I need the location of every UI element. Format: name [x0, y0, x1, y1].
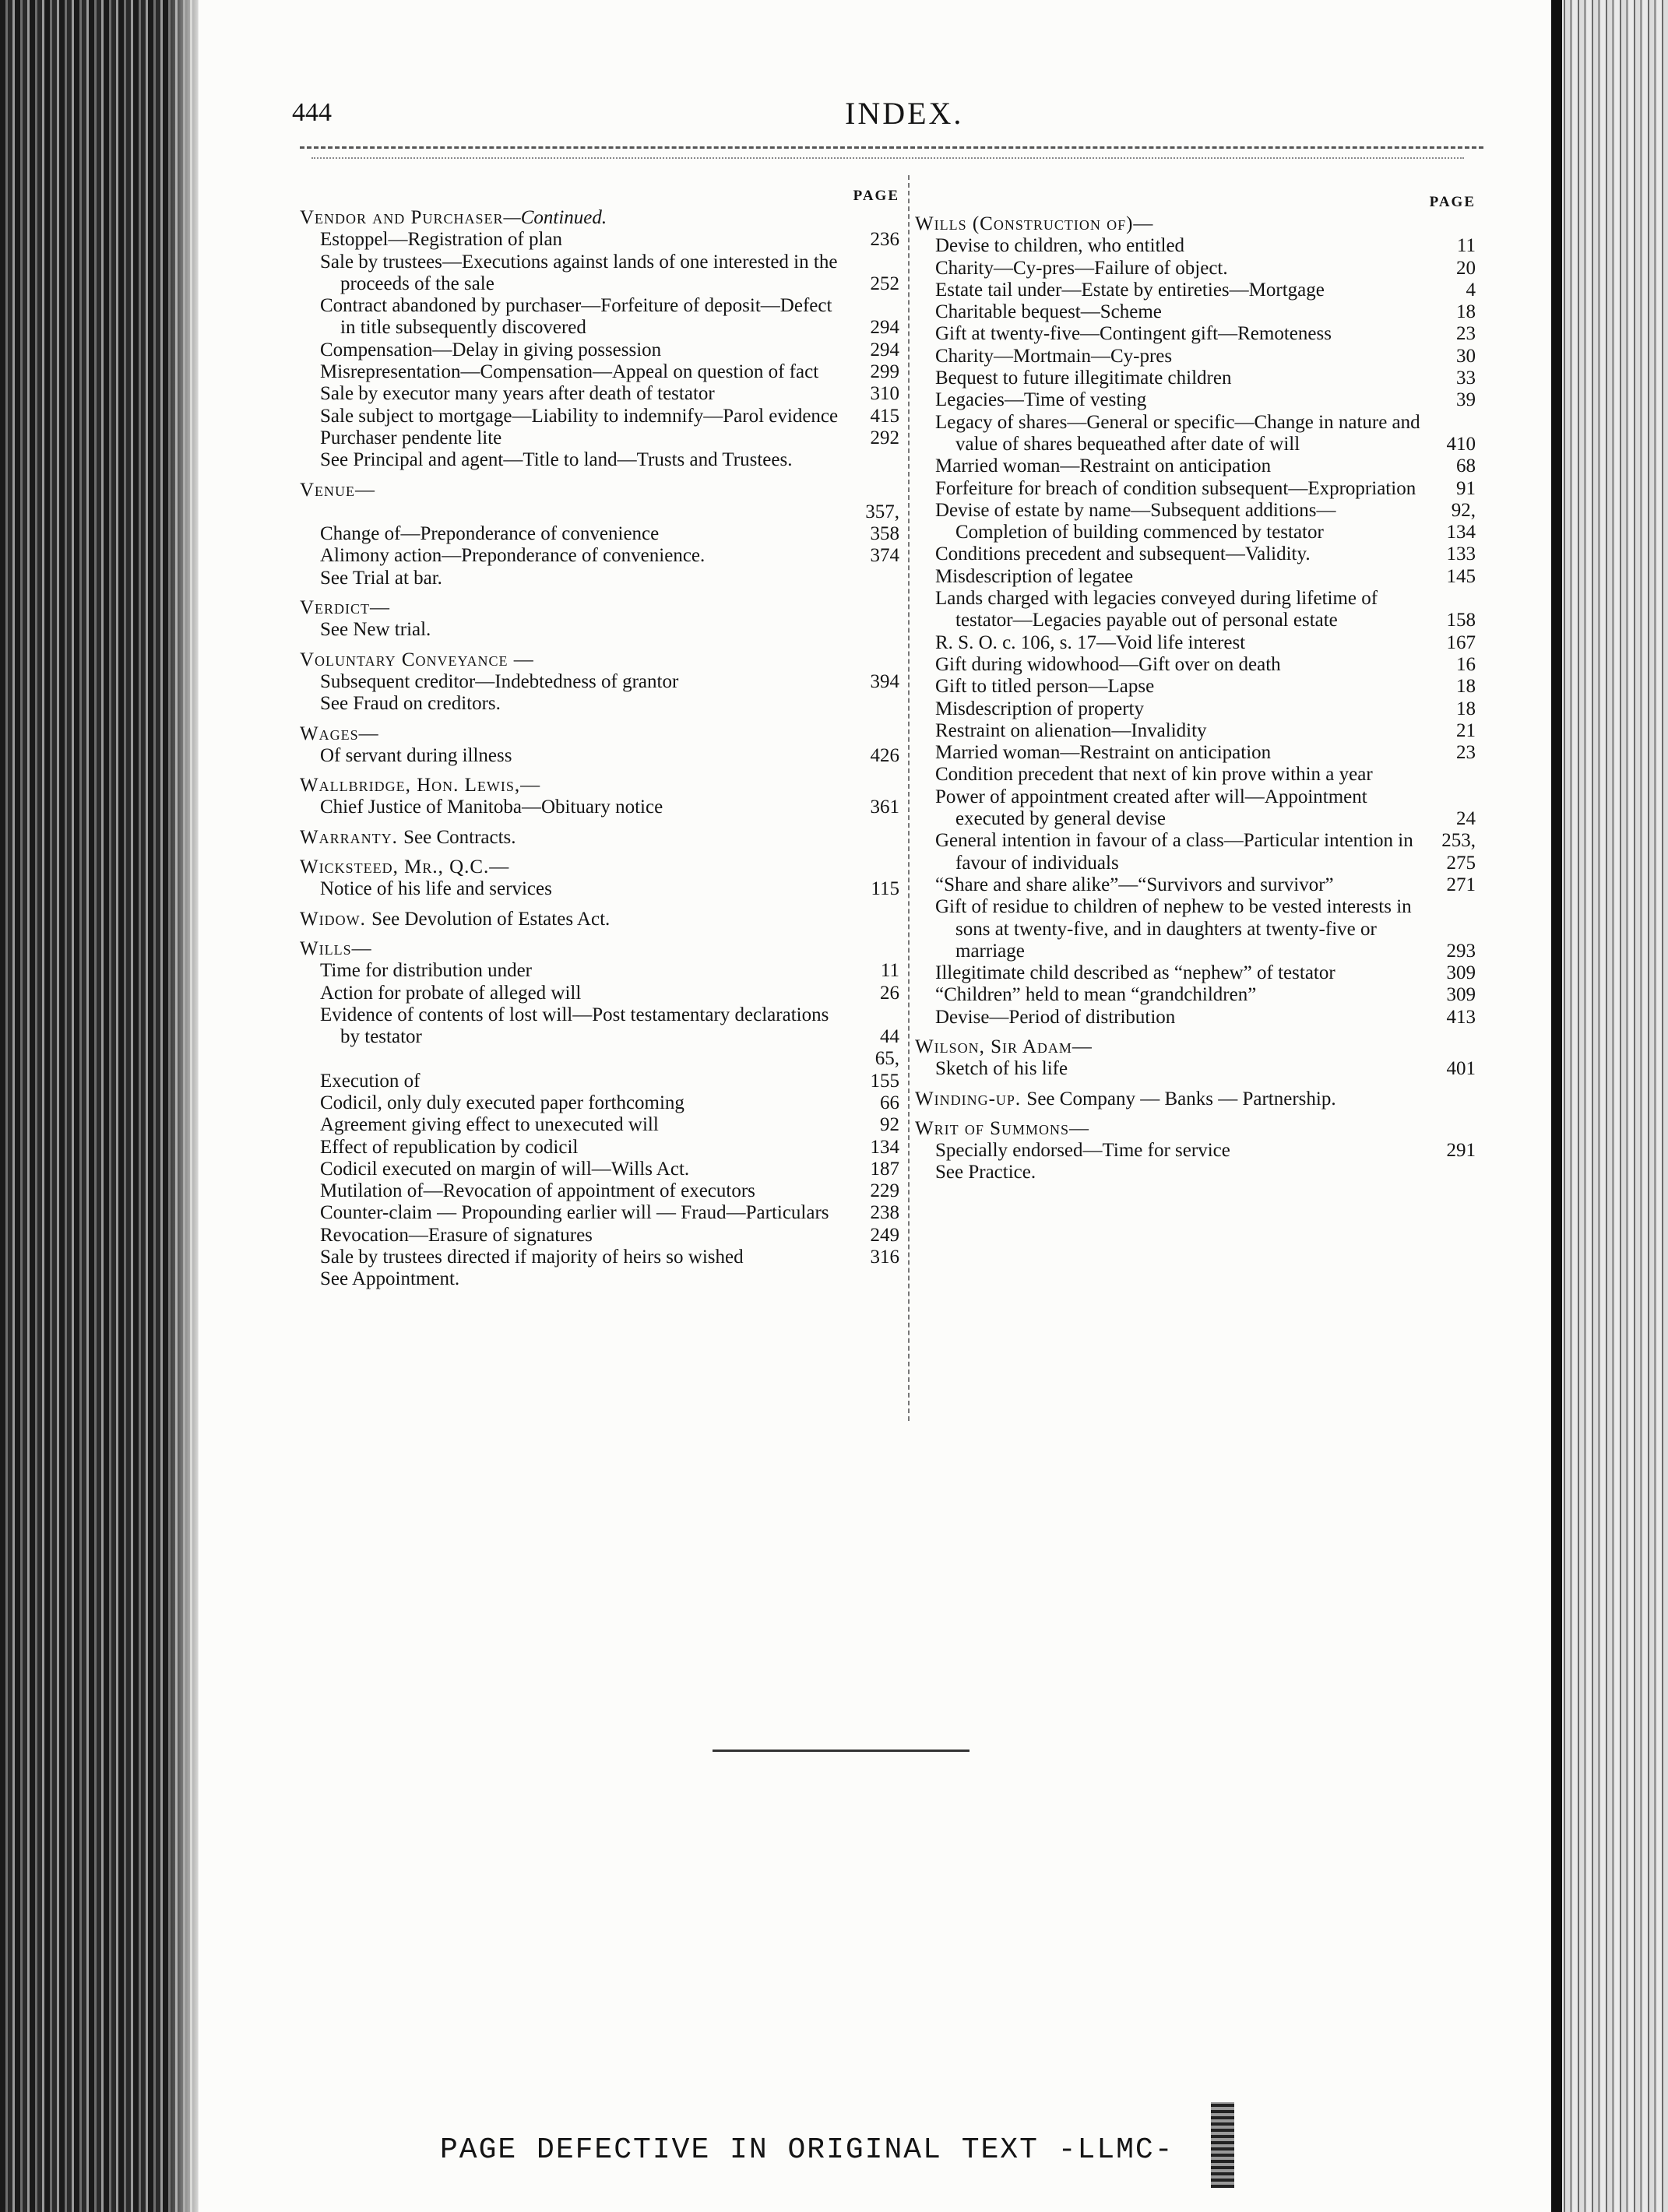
index-subentry [915, 654, 1476, 676]
index-subentry [300, 1137, 899, 1159]
index-subentry [915, 543, 1476, 565]
subentry-label: Conditions precedent and subsequent—Validity. [935, 543, 1311, 565]
page-reference: 21 [1456, 719, 1476, 741]
subentry-label: Time for distribution under [320, 960, 532, 982]
index-entry [300, 207, 899, 472]
subentry-label: Gift to titled person—Lapse [935, 676, 1155, 698]
subentry-text [935, 235, 1421, 257]
header-rule [300, 146, 1483, 149]
subentry-label: Married woman—Restraint on anticipation [935, 455, 1272, 477]
page-reference: 187 [870, 1158, 899, 1180]
subentry-label: Codicil executed on margin of will—Wills Act. [320, 1158, 690, 1180]
index-entry [300, 480, 899, 589]
subentry-label: Sketch of his life [935, 1058, 1068, 1080]
index-subentry [915, 389, 1476, 411]
page-reference: 39 [1456, 389, 1476, 411]
page-reference: 158 [1446, 610, 1476, 631]
page-reference: 415 [870, 405, 899, 427]
page-reference: 33 [1456, 367, 1476, 389]
subentry-label: Charitable bequest—Scheme [935, 301, 1162, 323]
entry-heading-text: Writ of Summons— [915, 1117, 1090, 1139]
subentry-label: Execution of [320, 1070, 421, 1092]
entry-heading [915, 1118, 1476, 1140]
page-reference: 236 [870, 229, 899, 251]
see-reference: See Company — Banks — Partnership. [1026, 1088, 1336, 1110]
subentry-text [320, 339, 845, 361]
page-column-label: PAGE [1429, 194, 1476, 210]
subentry-text [935, 566, 1421, 588]
page-reference: 68 [1456, 455, 1476, 477]
page-reference: 145 [1446, 565, 1476, 587]
page-reference: 271 [1446, 874, 1476, 895]
subentry-text [935, 654, 1421, 676]
index-subentry [300, 501, 899, 546]
subentry-text [320, 523, 845, 545]
subentry-label: Lands charged with legacies conveyed during lifetime of testator—Legacies payable out of personal estate [935, 588, 1378, 631]
index-subentry [300, 671, 899, 693]
page-reference: 18 [1456, 676, 1476, 698]
page-reference: 66 [880, 1092, 899, 1113]
index-subentry [300, 983, 899, 1004]
index-subentry [915, 323, 1476, 345]
subentry-label: Agreement giving effect to unexecuted will [320, 1114, 659, 1136]
entry-heading-text: Venue— [300, 479, 376, 501]
index-entry [300, 827, 899, 849]
index-subentry [915, 764, 1476, 786]
subentry-text [320, 1247, 845, 1268]
page-reference: 92, 134 [1446, 499, 1476, 543]
page-reference: 238 [870, 1202, 899, 1224]
subentry-label: Sale subject to mortgage—Liability to indemnify—Parol evidence [320, 405, 839, 427]
page-reference: 299 [870, 361, 899, 383]
subentry-label: Alimony action—Preponderance of convenience. [320, 545, 706, 567]
entry-heading-text: Vendor and Purchaser [300, 207, 504, 228]
index-entry [300, 649, 899, 716]
page-reference: 410 [1446, 433, 1476, 455]
page-reference: 309 [1446, 962, 1476, 984]
subentry-text [935, 258, 1421, 280]
subentry-text [935, 455, 1421, 477]
page-reference: 291 [1446, 1140, 1476, 1162]
subentry-label: Condition precedent that next of kin prove within a year [935, 764, 1373, 786]
subentry-label: Action for probate of alleged will [320, 982, 582, 1004]
entry-heading [300, 649, 899, 671]
subentry-text [935, 720, 1421, 742]
index-subentry [300, 545, 899, 567]
entry-heading-text: Warranty. [300, 826, 398, 848]
index-subentry [915, 478, 1476, 500]
subentry-text [935, 632, 1421, 654]
page-reference: 16 [1456, 653, 1476, 675]
subentry-label: Misdescription of property [935, 698, 1145, 719]
index-subentry [915, 984, 1476, 1006]
see-reference: See Appointment. [320, 1268, 460, 1290]
defect-notice: PAGE DEFECTIVE IN ORIGINAL TEXT -LLMC- [440, 2133, 1174, 2167]
subentry-text [935, 764, 1421, 786]
index-entry [300, 938, 899, 1291]
subentry-text [935, 786, 1421, 831]
subentry-label: Bequest to future illegitimate children [935, 367, 1232, 389]
subentry-text [320, 745, 845, 767]
page-reference: 18 [1456, 301, 1476, 323]
subentry-label: Specially endorsed—Time for service [935, 1140, 1230, 1162]
index-subentry [300, 745, 899, 767]
entry-heading [915, 213, 1476, 235]
index-subentry [915, 412, 1476, 456]
see-reference: See Fraud on creditors. [320, 693, 501, 715]
index-subentry [300, 960, 899, 982]
entry-heading-text: Wills (Construction of)— [915, 213, 1154, 234]
index-subentry [915, 280, 1476, 301]
subentry-text [935, 323, 1421, 345]
subentry-label: Evidence of contents of lost will—Post testamentary declarations by testator [320, 1004, 829, 1048]
index-subentry [300, 295, 899, 339]
continued-marker: —Continued. [503, 207, 607, 228]
subentry-label: Estate tail under—Estate by entireties—Mortgage [935, 279, 1325, 301]
page-reference: 401 [1446, 1058, 1476, 1080]
index-subentry [915, 500, 1476, 544]
page-number: 444 [292, 98, 332, 127]
subentry-label: Gift of residue to children of nephew to be vested interests in sons at twenty-five, and in daughters at twenty-five or marriage [935, 896, 1412, 962]
page-reference: 249 [870, 1224, 899, 1246]
page-reference: 293 [1446, 940, 1476, 962]
subentry-label: Compensation—Delay in giving possession [320, 339, 662, 360]
page-reference: 252 [870, 273, 899, 294]
subentry-text [935, 1140, 1421, 1162]
page-reference: 167 [1446, 631, 1476, 653]
entry-heading-text: Verdict— [300, 597, 391, 619]
index-subentry [300, 383, 899, 405]
index-subentry [915, 720, 1476, 742]
index-subentry [915, 632, 1476, 654]
index-entry [915, 1118, 1476, 1184]
page-reference: 26 [880, 982, 899, 1004]
see-reference: See New trial. [320, 619, 431, 641]
entry-heading-text: Wilson, Sir Adam— [915, 1036, 1093, 1057]
column-divider [908, 175, 910, 1421]
index-subentry [915, 896, 1476, 962]
see-reference: See Practice. [935, 1162, 1036, 1183]
entry-heading [300, 909, 899, 930]
index-subentry [915, 235, 1476, 257]
subentry-text [935, 367, 1421, 389]
index-entry [300, 597, 899, 642]
subentry-label: “Children” held to mean “grandchildren” [935, 984, 1257, 1006]
subentry-text [320, 1092, 845, 1114]
subentry-label: Misdescription of legatee [935, 565, 1134, 587]
subentry-label: Subsequent creditor—Indebtedness of grantor [320, 670, 679, 692]
end-rule [713, 1750, 969, 1752]
page-reference: 229 [870, 1180, 899, 1202]
index-subentry [915, 874, 1476, 896]
index-subentry [300, 1247, 899, 1268]
page-reference: 357, 358 [865, 501, 899, 545]
subentry-label: Change of—Preponderance of convenience [320, 523, 660, 545]
page-reference: 294 [870, 317, 899, 339]
subentry-label: Estoppel—Registration of plan [320, 229, 563, 251]
subentry-label: Purchaser pendente lite [320, 427, 502, 448]
page-reference: 374 [870, 545, 899, 567]
subentry-text [935, 543, 1421, 565]
index-subentry [300, 361, 899, 383]
index-subentry [915, 786, 1476, 831]
see-reference: See Principal and agent—Title to land—Trusts and Trustees. [320, 449, 793, 471]
subentry-label: Restraint on alienation—Invalidity [935, 719, 1207, 741]
subentry-text [935, 830, 1421, 874]
subentry-text [320, 983, 845, 1004]
subentry-text [935, 962, 1421, 984]
subentry-label: Counter-claim — Propounding earlier will — Fraud—Particulars [320, 1202, 829, 1224]
index-subentry [915, 742, 1476, 764]
index-subentry [915, 258, 1476, 280]
page-reference: 23 [1456, 742, 1476, 764]
entry-heading-text: Wages— [300, 723, 379, 744]
page-reference: 11 [880, 960, 899, 982]
index-subentry [300, 1225, 899, 1247]
subentry-text [320, 1225, 845, 1247]
page-reference: 30 [1456, 345, 1476, 367]
page-reference: 134 [870, 1136, 899, 1158]
subentry-label: Gift at twenty-five—Contingent gift—Remoteness [935, 323, 1332, 345]
see-reference: See Trial at bar. [320, 567, 442, 589]
entry-heading [300, 775, 899, 797]
page-reference: 253, 275 [1441, 830, 1476, 874]
index-subentry [915, 962, 1476, 984]
entry-heading-text: Voluntary Conveyance — [300, 649, 534, 670]
index-subentry [300, 1159, 899, 1180]
page-reference: 18 [1456, 698, 1476, 719]
header-rule-secondary [311, 157, 1464, 159]
index-subentry [300, 229, 899, 251]
entry-heading-text: Winding-up. [915, 1088, 1022, 1110]
index-column-left [300, 185, 899, 1291]
subentry-text [320, 545, 845, 567]
subentry-text [320, 295, 845, 339]
see-reference: See Devolution of Estates Act. [371, 908, 611, 930]
page-reference: 426 [870, 744, 899, 766]
subentry-text [320, 427, 845, 449]
subentry-text [320, 960, 845, 982]
subentry-text [935, 280, 1421, 301]
page-reference: 361 [870, 797, 899, 818]
page-reference: 294 [870, 339, 899, 360]
subentry-label: Forfeiture for breach of condition subsequent—Expropriation [935, 477, 1416, 499]
entry-heading [915, 1088, 1476, 1110]
index-subentry [915, 830, 1476, 874]
subentry-label: Power of appointment created after will—Appointment executed by general devise [935, 786, 1367, 830]
subentry-label: “Share and share alike”—“Survivors and survivor” [935, 874, 1334, 895]
entry-heading-text: Wallbridge, Hon. Lewis,— [300, 775, 541, 797]
index-subentry [300, 1004, 899, 1049]
subentry-text [320, 1004, 845, 1049]
index-entry [915, 1088, 1476, 1110]
page-reference: 24 [1456, 808, 1476, 830]
subentry-text [935, 1007, 1421, 1029]
subentry-label: Devise—Period of distribution [935, 1006, 1176, 1028]
page-column-label: PAGE [853, 188, 899, 204]
entry-heading [300, 480, 899, 501]
subentry-text [935, 698, 1421, 720]
entry-heading-text: Wills— [300, 937, 372, 959]
entry-heading [300, 207, 899, 229]
index-entry [300, 723, 899, 768]
scan-smudge [1211, 2102, 1234, 2188]
page-reference: 394 [870, 670, 899, 692]
page-reference: 115 [871, 878, 899, 900]
index-subentry [300, 797, 899, 818]
index-subentry [915, 1007, 1476, 1029]
page-reference: 65, 155 [870, 1048, 899, 1092]
subentry-text [935, 742, 1421, 764]
subentry-text [320, 383, 845, 405]
page-reference: 92 [880, 1114, 899, 1136]
subentry-text [935, 874, 1421, 896]
subentry-label: Sale by trustees directed if majority of heirs so wished [320, 1247, 744, 1268]
subentry-label: Legacy of shares—General or specific—Change in nature and value of shares bequeathed after date of will [935, 411, 1420, 455]
subentry-text [935, 500, 1421, 544]
entry-heading [300, 723, 899, 745]
index-subentry [300, 251, 899, 296]
index-subentry [915, 588, 1476, 632]
running-head: INDEX. [845, 96, 964, 131]
index-subentry [915, 698, 1476, 720]
index-subentry [300, 427, 899, 449]
subentry-text [935, 984, 1421, 1006]
index-subentry [300, 339, 899, 361]
subentry-label: Legacies—Time of vesting [935, 389, 1147, 411]
see-reference: See Contracts. [403, 826, 516, 848]
subentry-label: Notice of his life and services [320, 878, 552, 900]
index-subentry [915, 566, 1476, 588]
subentry-text [935, 1058, 1421, 1080]
index-entry [300, 856, 899, 901]
index-subentry [300, 1114, 899, 1136]
entry-heading [300, 938, 899, 960]
subentry-text [935, 588, 1421, 632]
subentry-text [320, 1071, 845, 1092]
subentry-label: Charity—Cy-pres—Failure of object. [935, 257, 1228, 279]
index-entry [915, 213, 1476, 1029]
subentry-label: Of servant during illness [320, 744, 512, 766]
subentry-label: Chief Justice of Manitoba—Obituary notice [320, 797, 663, 818]
page-reference: 413 [1446, 1006, 1476, 1028]
index-subentry [915, 346, 1476, 367]
index-subentry [915, 301, 1476, 323]
binding-edge-right [1551, 0, 1668, 2212]
entry-heading [300, 856, 899, 878]
page-reference: 4 [1466, 279, 1476, 301]
subentry-text [320, 797, 845, 818]
subentry-text [320, 361, 845, 383]
subentry-text [320, 671, 845, 693]
entry-heading [300, 597, 899, 619]
index-subentry [300, 1202, 899, 1224]
subentry-label: Devise to children, who entitled [935, 235, 1185, 257]
index-subentry [915, 367, 1476, 389]
subentry-label: Misrepresentation—Compensation—Appeal on question of fact [320, 361, 819, 383]
subentry-label: Mutilation of—Revocation of appointment of executors [320, 1180, 755, 1202]
subentry-label: Codicil, only duly executed paper forthcoming [320, 1092, 684, 1113]
subentry-label: Effect of republication by codicil [320, 1136, 579, 1158]
subentry-text [935, 346, 1421, 367]
subentry-label: Devise of estate by name—Subsequent additions—Completion of building commenced by testator [935, 499, 1336, 543]
page-reference: 44 [880, 1026, 899, 1048]
index-subentry [915, 1140, 1476, 1162]
index-column-right [915, 185, 1476, 1184]
subentry-text [320, 878, 845, 900]
subentry-text [320, 251, 845, 296]
subentry-label: Contract abandoned by purchaser—Forfeiture of deposit—Defect in title subsequently discovered [320, 295, 832, 339]
subentry-label: Illegitimate child described as “nephew” of testator [935, 962, 1335, 984]
index-subentry [300, 1048, 899, 1092]
page-reference: 91 [1456, 477, 1476, 499]
index-subentry [915, 455, 1476, 477]
subentry-text [320, 1137, 845, 1159]
subentry-label: Gift during widowhood—Gift over on death [935, 653, 1281, 675]
subentry-text [935, 896, 1421, 962]
subentry-text [320, 229, 845, 251]
page-reference: 23 [1456, 323, 1476, 345]
subentry-label: Charity—Mortmain—Cy-pres [935, 345, 1173, 367]
index-subentry [300, 1180, 899, 1202]
page-reference: 316 [870, 1247, 899, 1268]
binding-edge-left [0, 0, 199, 2212]
subentry-label: Sale by trustees—Executions against lands of one interested in the proceeds of the sale [320, 251, 838, 294]
subentry-text [320, 1159, 845, 1180]
subentry-text [320, 406, 845, 427]
subentry-text [320, 1180, 845, 1202]
subentry-label: General intention in favour of a class—Particular intention in favour of individuals [935, 830, 1413, 874]
index-subentry [300, 878, 899, 900]
subentry-label: R. S. O. c. 106, s. 17—Void life interest [935, 631, 1246, 653]
index-entry [300, 775, 899, 819]
entry-heading-text: Wicksteed, Mr., Q.C.— [300, 856, 510, 878]
index-subentry [300, 1092, 899, 1114]
subentry-text [320, 1202, 845, 1224]
index-subentry [915, 1058, 1476, 1080]
entry-heading [915, 1036, 1476, 1058]
index-entry [915, 1036, 1476, 1081]
subentry-text [320, 1114, 845, 1136]
subentry-text [935, 412, 1421, 456]
subentry-label: Revocation—Erasure of signatures [320, 1224, 593, 1246]
page-reference: 309 [1446, 984, 1476, 1006]
entry-heading [300, 827, 899, 849]
subentry-text [935, 389, 1421, 411]
page-reference: 133 [1446, 543, 1476, 565]
page-reference: 20 [1456, 257, 1476, 279]
page-reference: 310 [870, 383, 899, 405]
subentry-text [935, 478, 1421, 500]
page-reference: 292 [870, 427, 899, 448]
subentry-text [935, 676, 1421, 698]
subentry-text [935, 301, 1421, 323]
page-reference: 11 [1456, 235, 1476, 257]
index-subentry [915, 676, 1476, 698]
subentry-label: Sale by executor many years after death of testator [320, 383, 715, 405]
index-subentry [300, 406, 899, 427]
subentry-label: Married woman—Restraint on anticipation [935, 742, 1272, 764]
index-entry [300, 909, 899, 930]
entry-heading-text: Widow. [300, 908, 366, 930]
